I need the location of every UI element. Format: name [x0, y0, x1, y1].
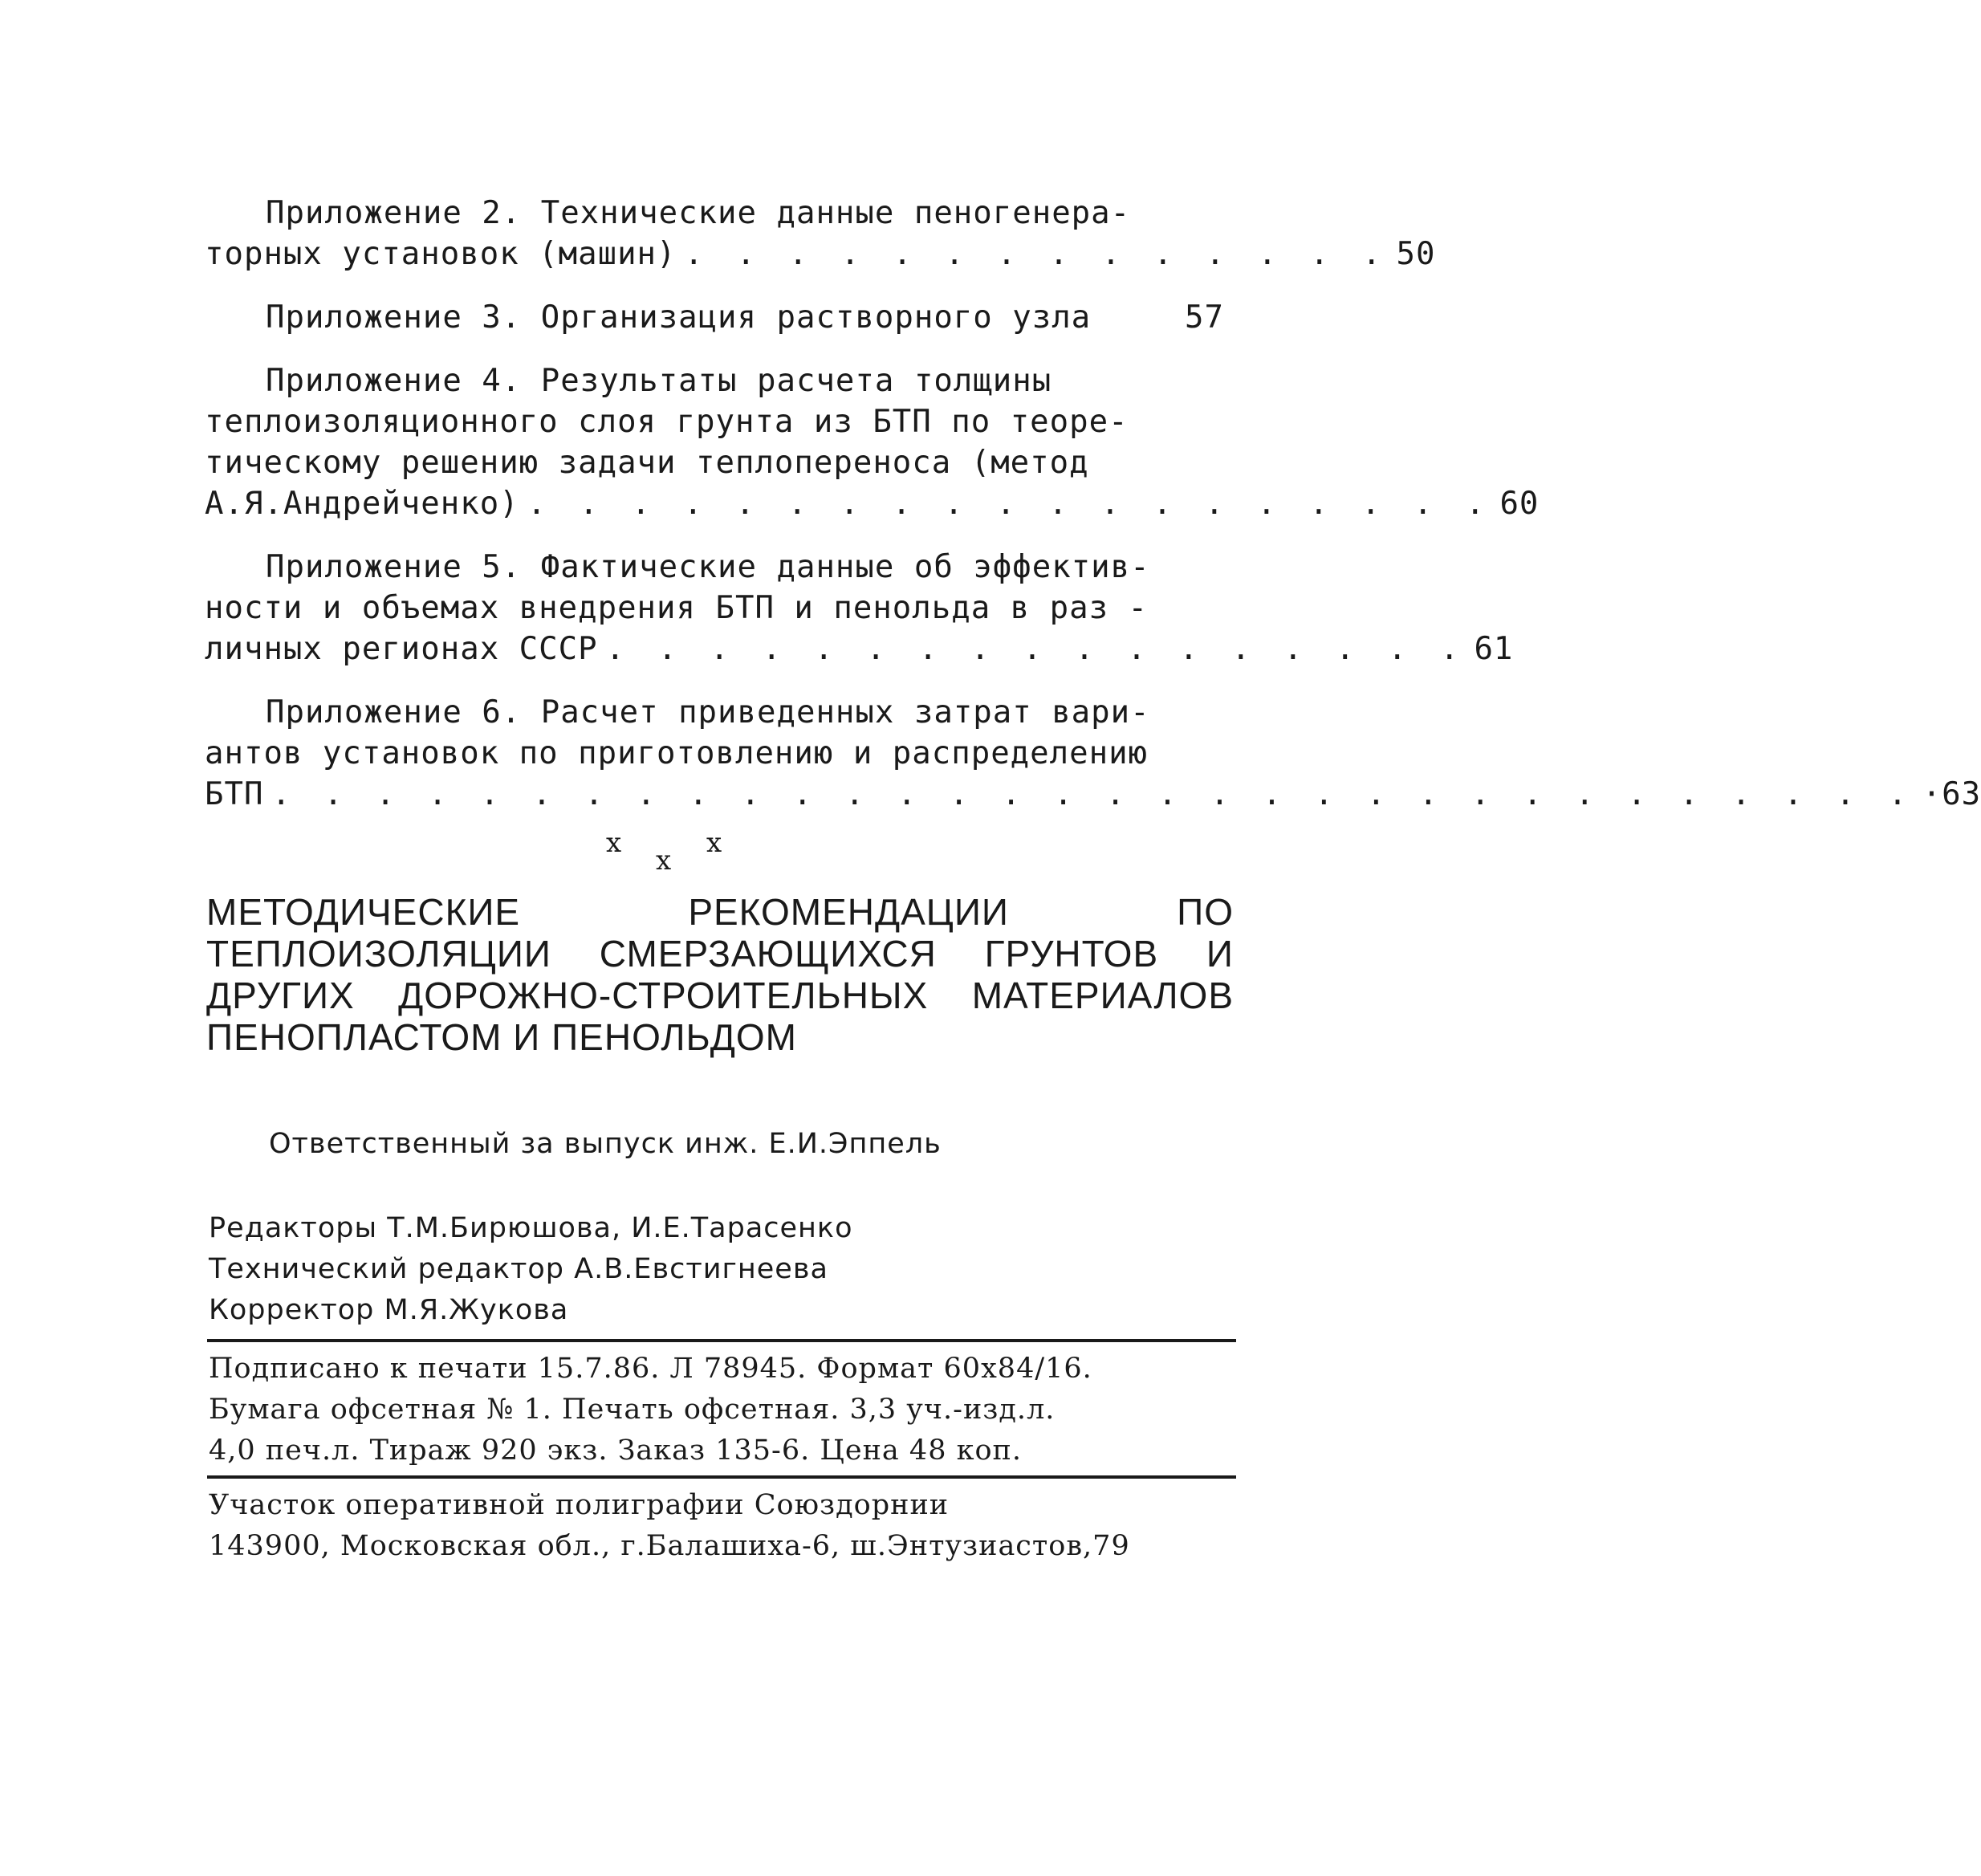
- toc-entry-line: Приложение 2. Технические данные пеногенера-: [266, 195, 1131, 231]
- responsible-line: Ответственный за выпуск инж. Е.И.Эппель: [269, 1128, 942, 1160]
- technical-editor-line: Технический редактор А.В.Евстигнеева: [209, 1253, 828, 1285]
- toc-page-number: 57: [1185, 299, 1224, 336]
- divider-rule: [207, 1339, 1236, 1342]
- document-title: МЕТОДИЧЕСКИЕ РЕКОМЕНДАЦИИ ПО ТЕПЛОИЗОЛЯЦИИ СМЕРЗАЮЩИХСЯ ГРУНТОВ И ДРУГИХ ДОРОЖНО-СТРОИТЕЛЬНЫХ МАТЕРИАЛОВ ПЕНОПЛАСТОМ И ПЕНОЛЬДОМ: [206, 891, 1234, 1058]
- toc-entry-line: антов установок по приготовлению и распределению: [205, 735, 1149, 771]
- toc-page-number: 61: [1474, 631, 1514, 667]
- print-info-line: Бумага офсетная № 1. Печать офсетная. 3,3 уч.-изд.л.: [209, 1394, 1056, 1426]
- toc-entry-last-line: [205, 629, 1514, 669]
- toc-entry-last-line: [205, 234, 1436, 275]
- toc-entry-last-line: [205, 297, 1224, 338]
- toc-entry-text: торных установок (машин): [205, 236, 677, 272]
- toc-entry-text: БТП: [205, 776, 264, 812]
- print-info-line: Подписано к печати 15.7.86. Л 78945. Формат 60х84/16.: [209, 1353, 1092, 1385]
- toc-entry-line: ности и объемах внедрения БТП и пенольда в раз -: [205, 590, 1149, 626]
- toc-page-number: 60: [1499, 486, 1540, 522]
- divider-rule: [207, 1475, 1236, 1479]
- toc-entry-line: тическому решению задачи теплопереноса (метод: [205, 445, 1089, 481]
- toc-page-number: 50: [1396, 236, 1436, 272]
- toc-entry-appendix-4: [205, 360, 1540, 524]
- separator-mark: x: [706, 827, 722, 859]
- toc-leader-dots: . . . . . . . . . . . . . . . . .: [605, 631, 1466, 667]
- toc-entry-appendix-5: [205, 547, 1514, 669]
- toc-entry-line: Приложение 4. Результаты расчета толщины: [266, 363, 1052, 399]
- printer-address-line: 143900, Московская обл., г.Балашиха-6, ш.Энтузиастов,79: [209, 1530, 1130, 1562]
- print-info-line: 4,0 печ.л. Тираж 920 экз. Заказ 135-6. Цена 48 коп.: [209, 1434, 1022, 1467]
- proofreader-line: Корректор М.Я.Жукова: [209, 1294, 569, 1326]
- toc-entry-text: личных регионах СССР: [205, 631, 598, 667]
- toc-entry-appendix-3: [205, 297, 1224, 338]
- printer-name-line: Участок оперативной полиграфии Союздорнии: [209, 1489, 950, 1521]
- editors-block: [209, 1208, 1228, 1331]
- editors-line: Редакторы Т.М.Бирюшова, И.Е.Тарасенко: [209, 1212, 853, 1244]
- print-info-block: [209, 1349, 1228, 1471]
- toc-entry-text: А.Я.Андрейченко): [205, 486, 519, 522]
- toc-leader-dots: . . . . . . . . . . . . . . . . . . .: [527, 486, 1492, 522]
- table-of-contents: [205, 193, 1981, 837]
- separator-mark: x: [656, 844, 672, 877]
- toc-page-number: ·63: [1922, 776, 1981, 812]
- toc-leader-dots: . . . . . . . . . . . . . . . . . . . . . . . . . . . . . . . .: [271, 776, 1914, 812]
- toc-entry-last-line: [205, 483, 1540, 524]
- section-separator: [606, 827, 751, 875]
- toc-entry-text: Приложение 3. Организация растворного узла: [266, 299, 1092, 336]
- responsible-editor: [209, 1124, 1288, 1165]
- toc-entry-line: теплоизоляционного слоя грунта из БТП по теоре-: [205, 404, 1129, 440]
- toc-leader-dots: . . . . . . . . . . . . . .: [684, 236, 1389, 272]
- toc-entry-line: Приложение 5. Фактические данные об эффектив-: [266, 549, 1150, 585]
- toc-entry-line: Приложение 6. Расчет приведенных затрат вари-: [266, 694, 1150, 730]
- toc-entry-appendix-6: [205, 692, 1981, 815]
- toc-entry-appendix-2: [205, 193, 1436, 275]
- printer-block: [209, 1485, 1228, 1567]
- toc-entry-last-line: [205, 774, 1981, 815]
- separator-mark: x: [606, 827, 622, 859]
